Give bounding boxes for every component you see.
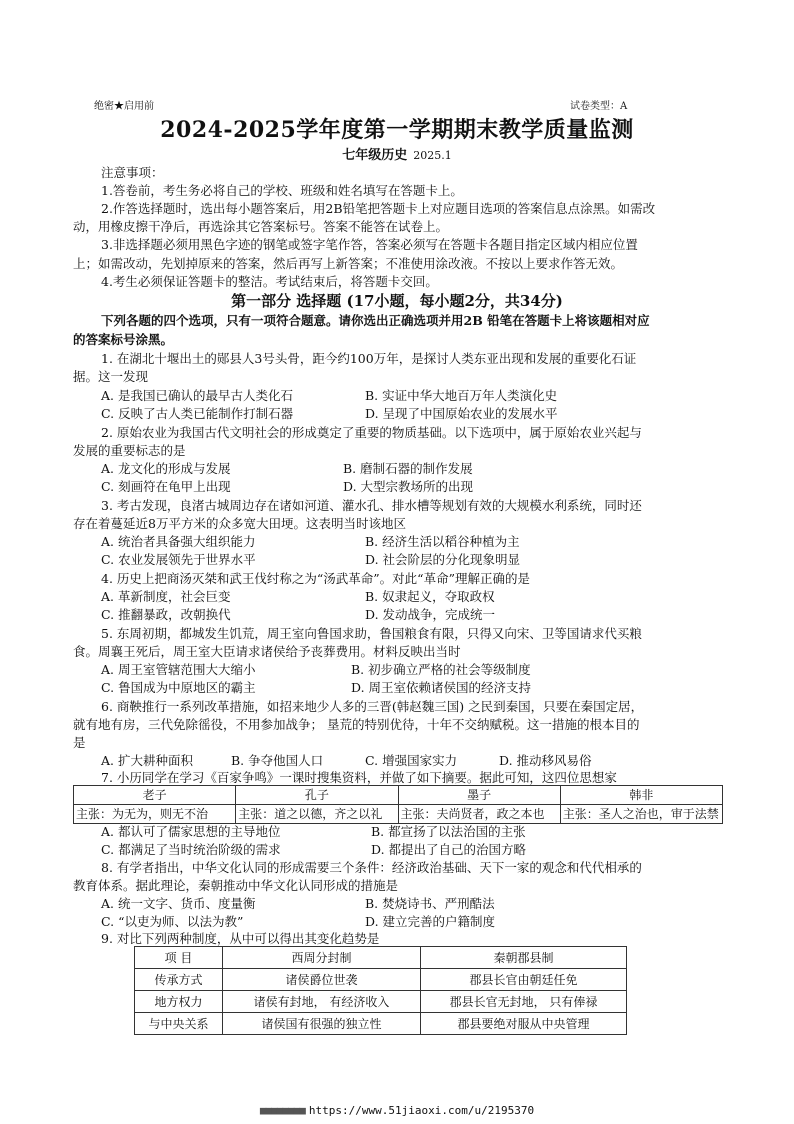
- q3-option-b: B. 经济生活以稻谷种植为主: [365, 534, 520, 549]
- question-8-stem: 教育体系。据此理论，秦朝推动中华文化认同形成的措施是: [73, 878, 399, 893]
- q7-option-c: C. 都满足了当时统治阶级的需求: [101, 842, 281, 857]
- q9-header-cell: 西周分封制: [223, 947, 421, 969]
- q9-header-cell: 秦朝郡县制: [421, 947, 627, 969]
- q8-option-c: C. “以吏为师、以法为教”: [101, 914, 244, 929]
- q7-table-cell: 主张：圣人之治也，审于法禁: [560, 805, 722, 824]
- question-3-stem: 3. 考古发现，良渚古城周边存在诸如河道、灌水孔、排水槽等规划有效的大规模水利系统，同时还: [101, 498, 642, 513]
- section-title: 第一部分 选择题 (17小题，每小题2分，共34分): [231, 292, 563, 310]
- question-7-stem: 7. 小历同学在学习《百家争鸣》一课时搜集资料，并做了如下摘要。据此可知，这四位思想家: [101, 770, 617, 785]
- question-3-stem: 存在着蔓延近8万平方米的众多宽大田埂。这表明当时该地区: [73, 516, 406, 531]
- q1-option-b: B. 实证中华大地百万年人类演化史: [365, 388, 558, 403]
- footer-url[interactable]: https://www.51jiaoxi.com/u/2195370: [308, 1104, 535, 1117]
- question-1-stem: 据。这一发现: [73, 369, 149, 384]
- q1-option-d: D. 呈现了中国原始农业的发展水平: [365, 406, 558, 421]
- q9-header-cell: 项 目: [135, 947, 223, 969]
- notice-line: 上；如需改动，先划掉原来的答案，然后再写上新答案；不准使用涂改液。不按以上要求作答无效。: [73, 256, 624, 271]
- secrecy-label: 绝密★启用前: [94, 101, 154, 112]
- q8-option-b: B. 焚烧诗书、严刑酷法: [365, 896, 495, 911]
- notice-line: 2.作答选择题时，选出每小题答案后，用2B铅笔把答题卡上对应题目选项的答案信息点涂黑。如需改: [101, 201, 656, 216]
- q4-option-c: C. 推翻暴政，改朝换代: [101, 607, 231, 622]
- q4-option-b: B. 奴隶起义，夺取政权: [365, 589, 495, 604]
- q4-option-a: A. 革新制度，社会巨变: [101, 589, 231, 604]
- q3-option-c: C. 农业发展领先于世界水平: [101, 552, 256, 567]
- question-6-stem: 6. 商鞅推行一系列改革措施，如招来地少人多的三晋(韩赵魏三国) 之民到秦国，只要在秦国定居，: [101, 699, 644, 714]
- question-4-stem: 4. 历史上把商汤灭桀和武王伐纣称之为“汤武革命”。对此“革命”理解正确的是: [101, 571, 530, 586]
- section-instruction: 下列各题的四个选项，只有一项符合题意。请你选出正确选项并用2B 铅笔在答题卡上将该题相对应: [101, 313, 650, 328]
- q5-option-c: C. 鲁国成为中原地区的霸主: [101, 680, 256, 695]
- q6-option-b: B. 争夺他国人口: [231, 753, 324, 768]
- q2-option-c: C. 刻画符在龟甲上出现: [101, 479, 231, 494]
- question-2-stem: 发展的重要标志的是: [73, 443, 186, 458]
- q2-option-b: B. 磨制石器的制作发展: [343, 461, 473, 476]
- q4-option-d: D. 发动战争，完成统一: [365, 607, 496, 622]
- exam-date: 2025.1: [413, 149, 452, 162]
- q6-option-c: C. 增强国家实力: [365, 753, 458, 768]
- q9-table-cell: 与中央关系: [135, 1013, 223, 1035]
- q8-option-d: D. 建立完善的户籍制度: [365, 914, 496, 929]
- question-5-stem: 5. 东周初期，都城发生饥荒，周王室向鲁国求助，鲁国粮食有限，只得又向宋、卫等国请求代买粮: [101, 626, 642, 641]
- q3-option-a: A. 统治者具备强大组织能力: [101, 534, 256, 549]
- q3-option-d: D. 社会阶层的分化现象明显: [365, 552, 521, 567]
- notice-line: 4.考生必须保证答题卡的整洁。考试结束后，将答题卡交回。: [101, 274, 438, 289]
- question-6-stem: 就有地有房，三代免除徭役，不用参加战争； 垦荒的特别优待，十年不交纳赋税。这一措施的根本目的: [73, 717, 640, 732]
- footer-watermark: [0, 1104, 794, 1117]
- notice-line: 3.非选择题必须用黑色字迹的钢笔或签字笔作答，答案必须写在答题卡各题目指定区域内相应位置: [101, 237, 638, 252]
- q1-option-a: A. 是我国已确认的最早古人类化石: [101, 388, 293, 403]
- question-1-stem: 1. 在湖北十堰出土的郧县人3号头骨，距今约100万年，是探讨人类东亚出现和发展的重要化石证: [101, 351, 637, 366]
- question-2-stem: 2. 原始农业为我国古代文明社会的形成奠定了重要的物质基础。以下选项中，属于原始农业兴起与: [101, 425, 642, 440]
- section-instruction: 的答案标号涂黑。: [73, 332, 174, 347]
- q7-header-cell: 韩非: [560, 786, 722, 805]
- q6-option-d: D. 推动移风易俗: [499, 753, 592, 768]
- notice-line: 动，用橡皮擦干净后，再选涂其它答案标号。答案不能答在试卷上。: [73, 219, 449, 234]
- q9-table-cell: 诸侯有封地， 有经济收入: [223, 991, 421, 1013]
- q9-table-cell: 郡县长官由朝廷任免: [421, 969, 627, 991]
- q5-option-d: D. 周王室依赖诸侯国的经济支持: [351, 680, 532, 695]
- q9-table-cell: 传承方式: [135, 969, 223, 991]
- q7-header-cell: 老子: [74, 786, 236, 805]
- q2-option-a: A. 龙文化的形成与发展: [101, 461, 231, 476]
- q7-option-b: B. 都宣扬了以法治国的主张: [371, 824, 526, 839]
- q1-option-c: C. 反映了古人类已能制作打制石器: [101, 406, 294, 421]
- q7-header-cell: 孔子: [236, 786, 398, 805]
- question-5-stem: 食。周襄王死后，周王室大臣请求诸侯给予丧葬费用。材料反映出当时: [73, 644, 461, 659]
- footer-marks: ■■■■■■■■: [259, 1104, 305, 1117]
- q2-option-d: D. 大型宗教场所的出现: [343, 479, 474, 494]
- exam-title: 2024-2025学年度第一学期期末教学质量监测: [160, 117, 634, 143]
- question-9-stem: 9. 对比下列两种制度，从中可以得出其变化趋势是: [101, 931, 380, 946]
- q7-table-cell: 主张：为无为，则无不治: [74, 805, 236, 824]
- question-6-stem: 是: [73, 735, 86, 750]
- q7-table-cell: 主张：道之以德，齐之以礼: [236, 805, 398, 824]
- q7-table-cell: 主张：夫尚贤者，政之本也: [398, 805, 560, 824]
- q9-table-cell: 郡县长官无封地， 只有俸禄: [421, 991, 627, 1013]
- q9-table-cell: 郡县要绝对服从中央管理: [421, 1013, 627, 1035]
- q6-option-a: A. 扩大耕种面积: [101, 753, 193, 768]
- exam-subtitle: [0, 144, 794, 163]
- paper-type-label: 试卷类型：A: [570, 101, 628, 112]
- q9-table-cell: 诸侯爵位世袭: [223, 969, 421, 991]
- q7-header-cell: 墨子: [398, 786, 560, 805]
- q5-option-b: B. 初步确立严格的社会等级制度: [351, 662, 531, 677]
- q8-option-a: A. 统一文字、货币、度量衡: [101, 896, 256, 911]
- q7-option-a: A. 都认可了儒家思想的主导地位: [101, 824, 281, 839]
- q9-table-cell: 诸侯国有很强的独立性: [223, 1013, 421, 1035]
- q5-option-a: A. 周王室管辖范围大大缩小: [101, 662, 256, 677]
- q7-option-d: D. 都提出了自己的治国方略: [371, 842, 527, 857]
- notice-heading: 注意事项：: [101, 165, 164, 180]
- q7-thinkers-table: [73, 785, 723, 824]
- subject-label: 七年级历史: [342, 148, 408, 163]
- notice-line: 1.答卷前，考生务必将自己的学校、班级和姓名填写在答题卡上。: [101, 183, 463, 198]
- q9-table-cell: 地方权力: [135, 991, 223, 1013]
- q9-comparison-table: [134, 946, 627, 1035]
- question-8-stem: 8. 有学者指出，中华文化认同的形成需要三个条件：经济政治基础、天下一家的观念和代代相承的: [101, 860, 642, 875]
